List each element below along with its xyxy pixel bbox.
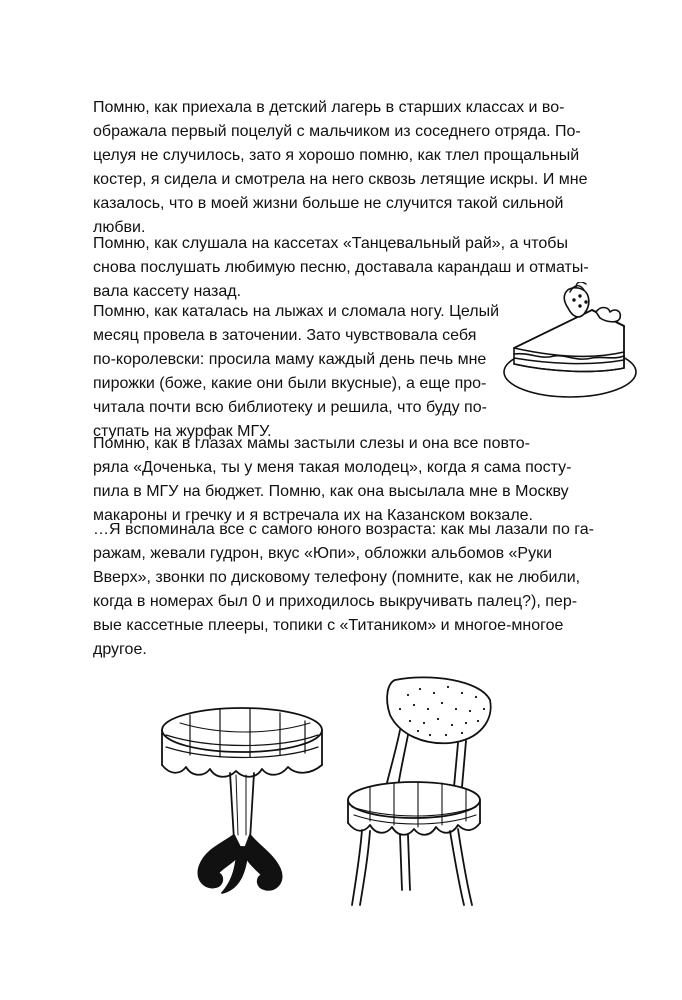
text-line: Помню, как приехала в детский лагерь в старших классах и во-: [93, 99, 565, 116]
text-line: Помню, как каталась на лыжах и сломала ногу. Целый: [93, 303, 500, 320]
text-line: Помню, как в глазах мамы застыли слезы и она все повто-: [93, 435, 530, 452]
text-line: по-королевски: просила маму каждый день печь мне: [93, 351, 487, 368]
text-line: ражам, жевали гудрон, вкус «Юпи», обложки альбомов «Руки: [93, 545, 553, 562]
text-line: …Я вспоминала все с самого юного возраста: как мы лазали по га-: [93, 521, 595, 538]
cake-slice-icon: [500, 282, 640, 402]
paragraph-childhood: [93, 518, 595, 662]
text-line: казалось, что в моей жизни больше не случится такой сильной: [93, 195, 564, 212]
text-line: целуя не случилось, зато я хорошо помню, как тлел прощальный: [93, 147, 580, 164]
text-line: читала почти всю библиотеку и решила, что буду по-: [93, 399, 487, 416]
text-line: когда в номерах был 0 и приходилось выкручивать палец?), пер-: [93, 593, 578, 610]
text-line: снова послушать любимую песню, доставала карандаш и отматы-: [93, 259, 589, 276]
text-line: костер, я сидела и смотрела на него сквозь летящие искры. И мне: [93, 171, 588, 188]
paragraph-summer-camp: [93, 96, 591, 240]
text-line: любви.: [93, 219, 146, 236]
text-line: другое.: [93, 641, 147, 658]
text-line: вала кассету назад.: [93, 283, 242, 300]
text-line: ряла «Доченька, ты у меня такая молодец», когда я сама посту-: [93, 459, 572, 476]
text-line: пирожки (боже, какие они были вкусные), а еще про-: [93, 375, 487, 392]
paragraph-mgu: [93, 432, 572, 528]
text-line: макароны и гречку и я встречала их на Казанском вокзале.: [93, 507, 533, 524]
table-and-chair-icon: [150, 675, 510, 910]
text-line: вые кассетные плееры, топики с «Титаником» и многое-многое: [93, 617, 564, 634]
text-line: месяц провела в заточении. Зато чувствовала себя: [93, 327, 477, 344]
text-line: пила в МГУ на бюджет. Помню, как она высылала мне в Москву: [93, 483, 569, 500]
text-line: Помню, как слушала на кассетах «Танцевальный рай», а чтобы: [93, 235, 568, 252]
text-line: ступать на журфак МГУ.: [93, 423, 272, 440]
paragraph-skiing: [93, 300, 500, 444]
text-line: Вверх», звонки по дисковому телефону (помните, как не любили,: [93, 569, 581, 586]
text-line: ображала первый поцелуй с мальчиком из соседнего отряда. По-: [93, 123, 581, 140]
